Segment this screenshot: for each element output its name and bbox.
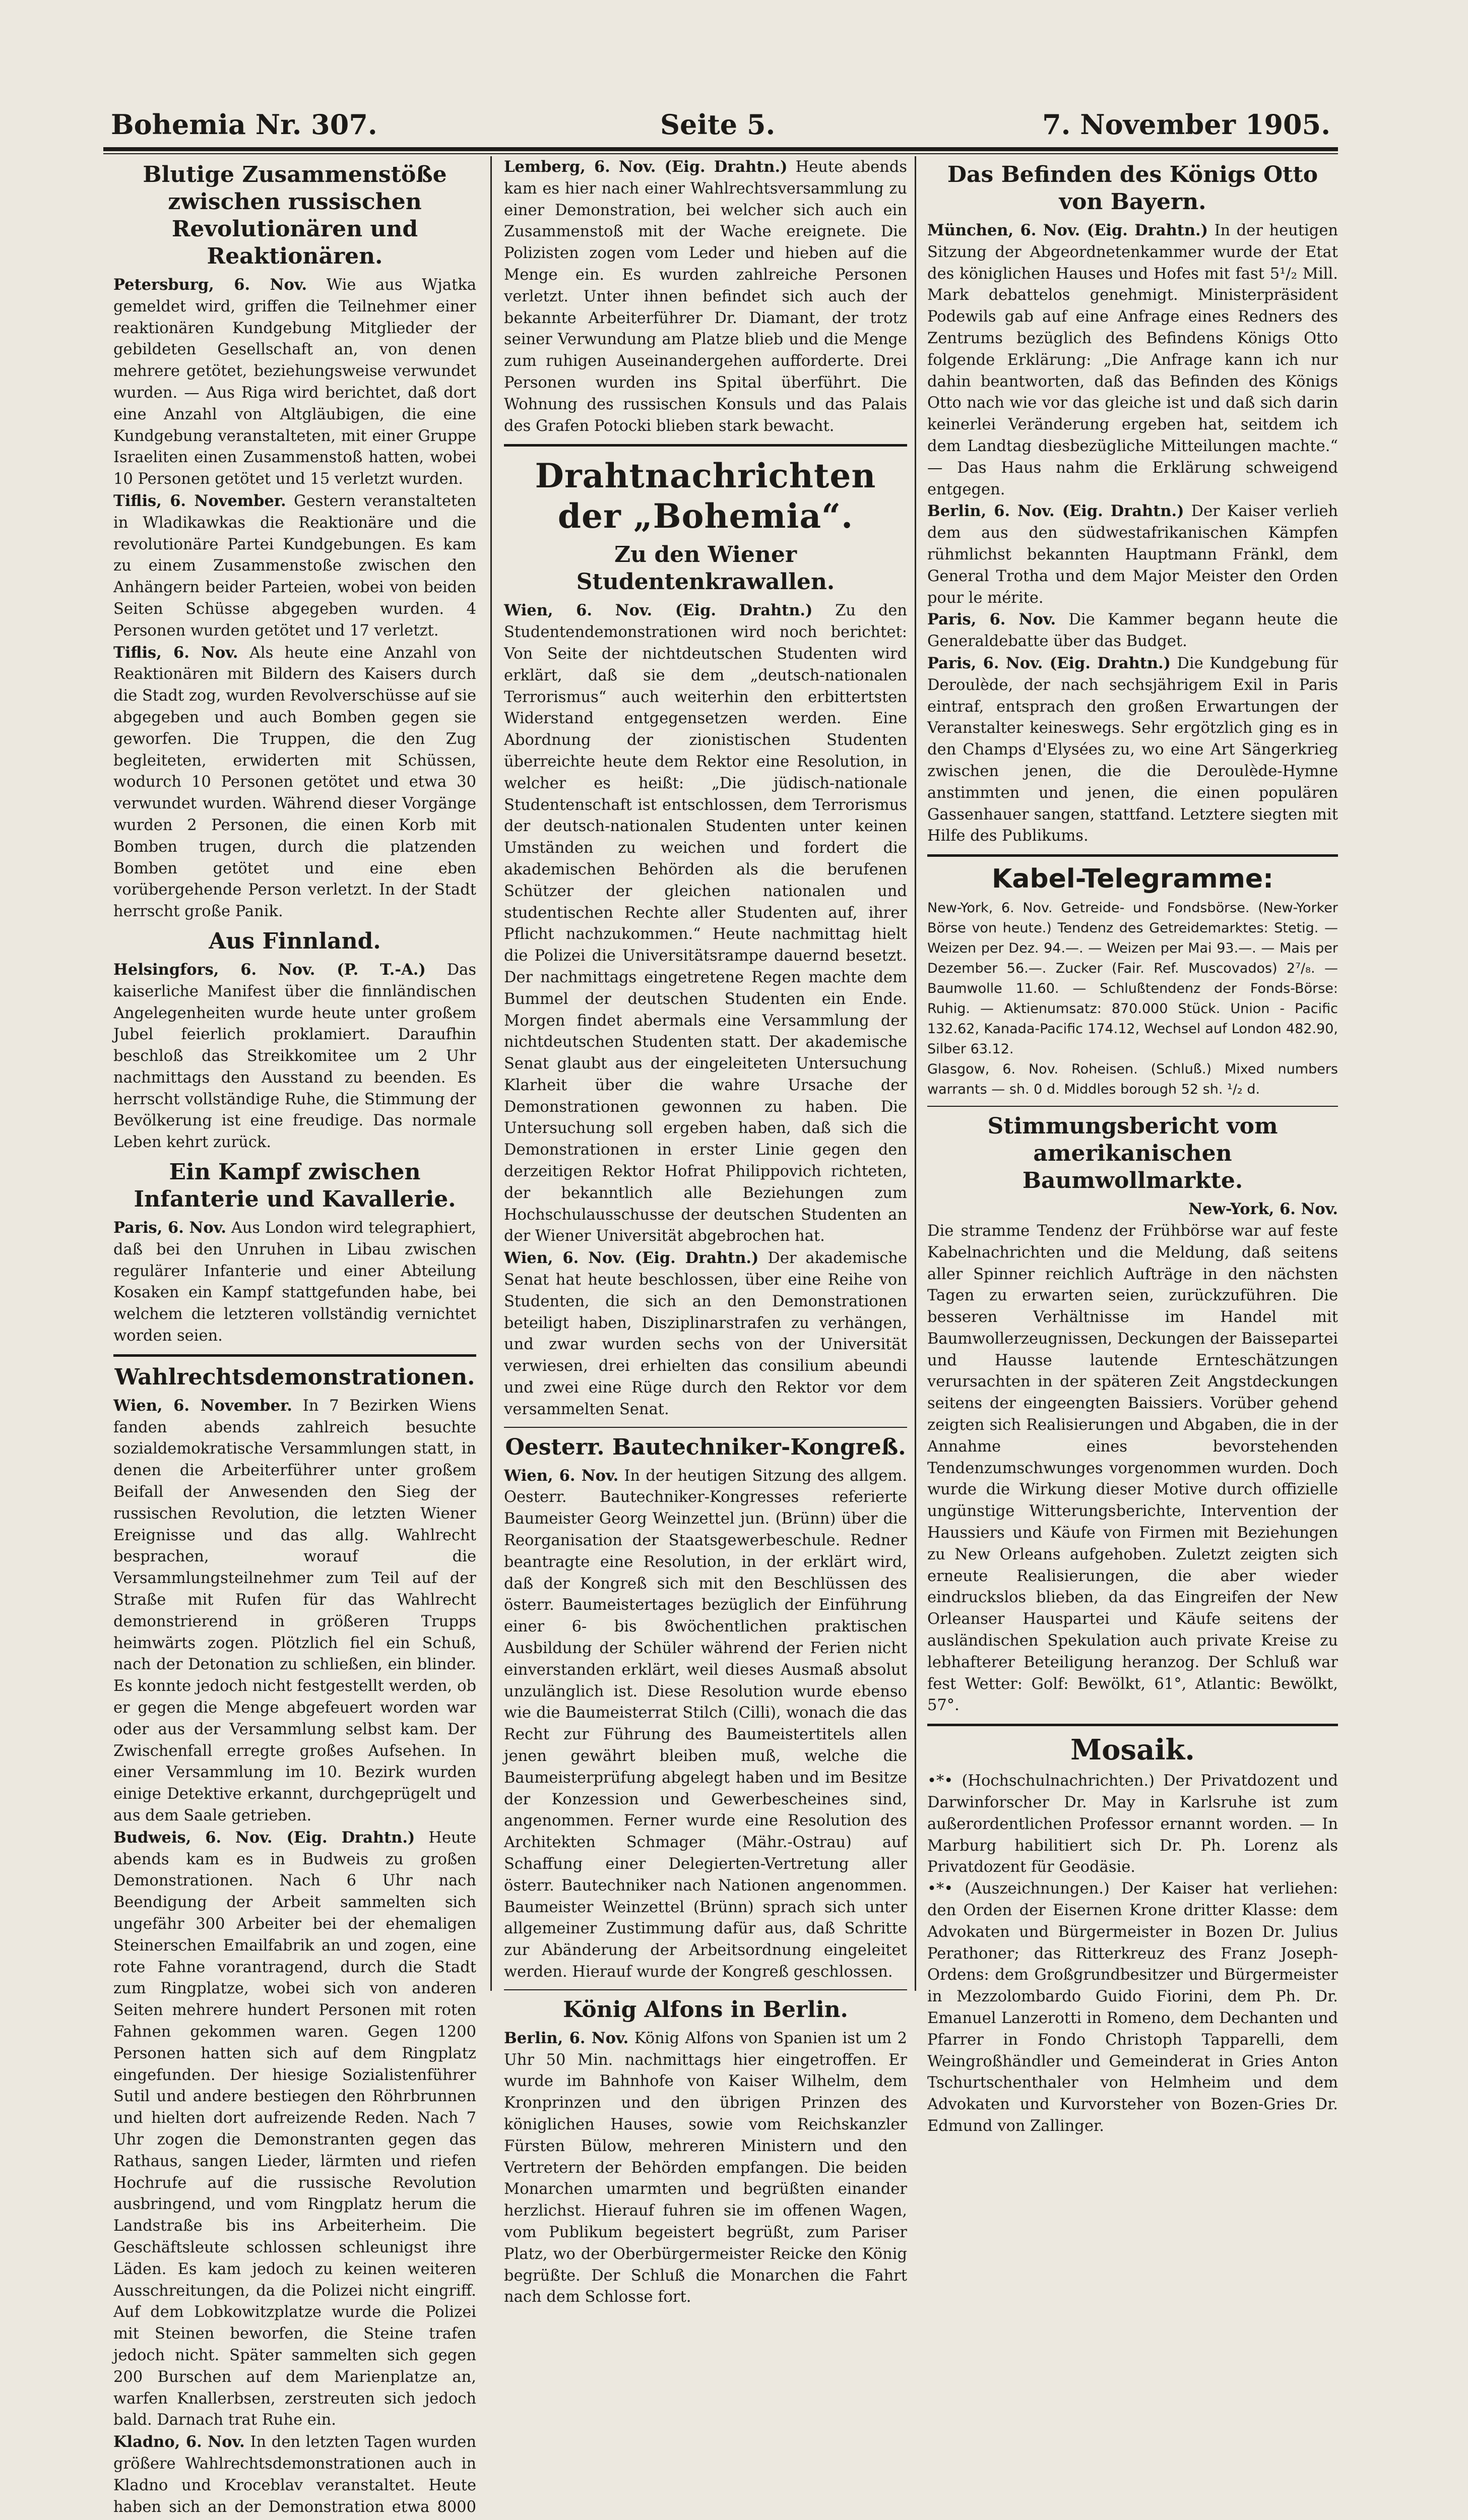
- dateline: Paris, 6. Nov.: [113, 1219, 226, 1237]
- article-headline: Ein Kampf zwischen Infanterie und Kavallerie.: [134, 1159, 456, 1213]
- dateline: Budweis, 6. Nov. (Eig. Drahtn.): [113, 1828, 415, 1847]
- paragraph-text: In 7 Bezirken Wiens fanden abends zahlreich besuchte sozialdemokratische Versammlungen statt, in denen die Arbeiterführer unter großem Beifall der Anwesenden den Sieg der russischen Revolution, die letzten Wiener Ereignisse und das allg. Wahlrecht besprachen, worauf die Versammlungsteilnehmer zum Teil auf der Straße mit Rufen für das Wahlrecht demonstrierend in größeren Trupps heimwärts zogen. Plötzlich fiel ein Schuß, nach der Detonation zu schließen, ein blinder. Es konnte jedoch nicht festgestellt werden, ob er gegen die Menge abgefeuert worden war oder aus der Versammlung selbst kam. Der Zwischenfall erregte großes Aufsehen. In einer Versammlung im 10. Bezirk wurden einige Detektive erkannt, durchgeprügelt und aus dem Saale getrieben.: [113, 1397, 476, 1824]
- header-rule-thin: [103, 153, 1338, 154]
- article-headline: Zu den Wiener Studentenkrawallen.: [576, 542, 835, 595]
- section-divider: [504, 1427, 907, 1428]
- article-headline: Mosaik.: [1070, 1733, 1195, 1767]
- header-date: 7. November 1905.: [1042, 108, 1330, 141]
- article-paragraph: [113, 642, 476, 923]
- dateline: New-York, 6. Nov.: [1188, 1200, 1338, 1219]
- article-paragraph: [504, 1465, 907, 1983]
- dateline: Paris, 6. Nov.: [927, 610, 1056, 629]
- dateline: Petersburg, 6. Nov.: [113, 276, 307, 294]
- article-paragraph: [113, 274, 476, 490]
- column-1: [113, 156, 476, 2516]
- paragraph-text: Die stramme Tendenz der Frühbörse war auf feste Kabelnachrichten und die Meldung, daß seitens aller Spinner reichlich Aufträge in den nächsten Tagen zu erwarten seien, zurückzuführen. Die besseren Verhältnisse im Handel mit Baumwollerzeugnissen, Deckungen der Baissepartei und Hausse lautende Ernteschätzungen verursachten in der späteren Zeit Angstdeckungen seitens der eingeengten Baissiers. Vorüber gehend zeigten sich Realisierungen und Abgaben, die in der Annahme eines bevorstehenden Tendenzumschwunges vorgenommen wurden. Doch wurde die Wirkung dieser Motive durch offizielle ungünstige Witterungsberichte, Intervention der Haussiers und Käufe von Firmen mit Beziehungen zu New Orleans aufgehoben. Zuletzt zeigten sich erneute Realisierungen, die aber wieder eindruckslos blieben, da das Eingreifen der New Orleanser Hauspartei und Käufe seitens der ausländischen Spekulation auch private Kreise zu lebhafterer Beteiligung heranzog. Der Schluß war fest Wetter: Golf: Bewölkt, 61°, Atlantic: Bewölkt, 57°.: [927, 1222, 1338, 1715]
- section-divider: [113, 1354, 476, 1357]
- article-paragraph: [504, 156, 907, 437]
- column-3: [927, 156, 1338, 2135]
- article-headline: Kabel-Telegramme:: [992, 864, 1273, 895]
- paragraph-text: Heute abends kam es in Budweis zu großen Demonstrationen. Nach 6 Uhr nach Beendigung der Arbeit sammelten sich ungefähr 300 Arbeiter bei der ehemaligen Steinerschen Emailfabrik an und zogen, eine rote Fahne vorantragend, durch die Stadt zum Ringplatze, wobei sich von anderen Seiten mehrere hundert Personen mit roten Fahnen gekommen waren. Gegen 1200 Personen hatten sich auf dem Ringplatz eingefunden. Der hiesige Sozialistenführer Sutil und andere bestiegen den Röhrbrunnen und hielten dort aufreizende Reden. Nach 7 Uhr zogen die Demonstranten gegen das Rathaus, sangen Lieder, lärmten und riefen Hochrufe auf die russische Revolution ausbringend, und vom Ringplatz herum die Landstraße bis ins Arbeiterheim. Die Geschäftsleute schlossen schleunigst ihre Läden. Es kam jedoch zu keinen weiteren Ausschreitungen, da die Polizei nicht eingriff. Auf dem Lobkowitzplatze wurde die Polizei mit Steinen beworfen, die Steine trafen jedoch nicht. Später sammelten sich gegen 200 Burschen auf dem Marienplatze an, warfen Knallerbsen, zerstreuten sich jedoch bald. Darnach trat Ruhe ein.: [113, 1829, 476, 2429]
- paragraph-text: Der akademische Senat hat heute beschlossen, über eine Reihe von Studenten, die sich an den Demonstrationen beteiligt haben, Disziplinarstrafen zu verhängen, und zwar wurden sechs von der Universität verwiesen, drei erhielten das consilium abeundi und zwei eine Rüge durch den Rektor vor dem versammelten Senat.: [504, 1249, 907, 1418]
- article-paragraph: [927, 609, 1338, 653]
- dateline: München, 6. Nov. (Eig. Drahtn.): [927, 221, 1208, 239]
- article-paragraph: [927, 220, 1338, 500]
- paragraph-text: Das kaiserliche Manifest über die finnländischen Angelegenheiten wurde heute unter großem Jubel feierlich proklamiert. Daraufhin beschloß das Streikkomitee um 2 Uhr nachmittags den Ausstand zu beenden. Es herrscht vollständige Ruhe, die Stimmung der Bevölkerung ist eine freudige. Das normale Leben kehrt zurück.: [113, 961, 476, 1152]
- dateline: Lemberg, 6. Nov. (Eig. Drahtn.): [504, 158, 788, 176]
- market-report: New-York, 6. Nov. Getreide- und Fondsbörse. (New-Yorker Börse von heute.) Tendenz des Getreidemarktes: Stetig. — Weizen per Dez. 94.—. — Weizen per Mai 93.—. — Mais per Dezember 56.—. Zucker (Fair. Ref. Muscovados) 2⁷/₈. — Baumwolle 11.60. — Schlußtendenz der Fonds-Börse: Ruhig. — Aktienumsatz: 870.000 Stück. Union - Pacific 132.62, Kanada-Pacific 174.12, Wechsel auf London 482.90, Silber 63.12.: [927, 900, 1338, 1057]
- article-headline: Blutige Zusammenstöße zwischen russischen Revolutionären und Reaktionären.: [143, 162, 447, 269]
- dateline: Wien, 6. Nov.: [504, 1466, 619, 1485]
- dateline: Tiflis, 6. Nov.: [113, 643, 238, 662]
- dateline: Wien, 6. Nov. (Eig. Drahtn.): [504, 1249, 759, 1268]
- paragraph-text: In den letzten Tagen wurden größere Wahlrechtsdemonstrationen auch in Kladno und Kroceblav veranstaltet. Heute haben sich an der Demonstration etwa 8000: [113, 2433, 476, 2516]
- section-divider: [927, 1724, 1338, 1726]
- page-header: [111, 108, 1330, 144]
- section-title-drahtnachrichten: Drahtnachrichten der „Bohemia“.: [535, 456, 876, 536]
- article-headline: Stimmungsbericht vom amerikanischen Baumwollmarkte.: [987, 1113, 1278, 1194]
- header-rule: [103, 147, 1338, 151]
- header-issue: Bohemia Nr. 307.: [111, 108, 377, 141]
- paragraph-text: •*• (Auszeichnungen.) Der Kaiser hat verliehen: den Orden der Eisernen Krone dritter Klasse: dem Advokaten und Bürgermeister in Bozen Dr. Julius Perathoner; das Ritterkreuz des Franz Joseph-Ordens: dem Großgrundbesitzer und Bürgermeister in Mezzolombardo Guido Fiorini, dem Ph. Dr. Emanuel Lanzerotti in Romeno, dem Dechanten und Pfarrer in Fondo Christoph Tapparelli, dem Weingroßhändler und Gemeinderat in Gries Anton Tschurtschenthaler von Helmheim und dem Advokaten und Kurvorsteher von Bozen-Gries Dr. Edmund von Zallinger.: [927, 1880, 1338, 2135]
- article-paragraph: [113, 490, 476, 642]
- article-paragraph: [927, 653, 1338, 847]
- section-divider: [927, 1106, 1338, 1107]
- article-headline: König Alfons in Berlin.: [563, 1996, 848, 2023]
- dateline: Helsingfors, 6. Nov. (P. T.-A.): [113, 960, 426, 979]
- article-paragraph: [927, 500, 1338, 609]
- section-divider: [927, 854, 1338, 857]
- paragraph-text: Die Kammer begann heute die Generaldebatte über das Budget.: [927, 611, 1338, 651]
- section-divider: [504, 444, 907, 447]
- dateline: Berlin, 6. Nov. (Eig. Drahtn.): [927, 502, 1184, 521]
- paragraph-text: Aus London wird telegraphiert, daß bei den Unruhen in Libau zwischen regulärer Infanterie und einer Abteilung Kosaken ein Kampf stattgefunden habe, bei welchem die letzteren vollständig vernichtet worden seien.: [113, 1219, 476, 1345]
- article-headline: Das Befinden des Königs Otto von Bayern.: [947, 162, 1318, 215]
- paragraph-text: König Alfons von Spanien ist um 2 Uhr 50 Min. nachmittags hier eingetroffen. Er wurde im Bahnhofe von Kaiser Wilhelm, dem Kronprinzen und den übrigen Prinzen des königlichen Hauses, sowie vom Reichskanzler Fürsten Bülow, mehreren Ministern und den Vertretern der Behörden empfangen. Die beiden Monarchen umarmten und begrüßten einander herzlichst. Hierauf fuhren sie im offenen Wagen, vom Publikum begeistert begrüßt, zum Pariser Platz, wo der Oberbürgermeister Reicke den König begrüßte. Der Schluß die Monarchen die Fahrt nach dem Schlosse fort.: [504, 2029, 907, 2306]
- paragraph-text: Zu den Studentendemonstrationen wird noch berichtet: Von Seite der nichtdeutschen Studenten wird erklärt, daß sie dem „deutsch-nationalen Terrorismus“ auch weiterhin den erbittertsten Widerstand entgegensetzen werden. Eine Abordnung der zionistischen Studenten überreichte heute dem Rektor eine Resolution, in welcher es heißt: „Die jüdisch-nationale Studentenschaft ist entschlossen, dem Terrorismus der deutsch-nationalen Studenten unter keinen Umständen zu weichen und fordert die akademischen Behörden als die berufenen Schützer der gleichen nationalen und studentischen Rechte aller Studenten auf, ihrer Pflicht nachzukommen.“ Heute nachmittag hielt die Polizei die Universitätsrampe dauernd besetzt. Der nachmittags eingetretene Regen machte dem Bummel der deutschen Studenten ein Ende. Morgen findet abermals eine Versammlung der nichtdeutschen Studenten statt. Der akademische Senat glaubt aus der eingeleiteten Untersuchung Klarheit über die wahre Ursache der Demonstrationen gewonnen zu haben. Die Untersuchung soll ergeben haben, daß sich die Demonstrationen in erster Linie gegen den derzeitigen Rektor Hofrat Philippovich richteten, der bekanntlich alle Beziehungen zum Hochschulausschusse der deutschen Studenten an der Wiener Universität abgebrochen hat.: [504, 602, 908, 1245]
- dateline: Tiflis, 6. November.: [113, 491, 286, 510]
- dateline: Berlin, 6. Nov.: [504, 2029, 629, 2047]
- article-paragraph: [504, 1247, 907, 1420]
- article-headline: Aus Finnland.: [209, 928, 381, 954]
- article-paragraph: [504, 2028, 907, 2308]
- paragraph-text: Der Kaiser verlieh dem aus den südwestafrikanischen Kämpfen rühmlichst bekannten Hauptmann Fränkl, dem General Trotha und dem Major Meister den Orden pour le mérite.: [927, 502, 1338, 607]
- article-paragraph: [113, 1395, 476, 1827]
- paragraph-text: Wie aus Wjatka gemeldet wird, griffen die Teilnehmer einer reaktionären Kundgebung Mitglieder der gebildeten Gesellschaft an, von denen mehrere getötet, beziehungsweise verwundet wurden. — Aus Riga wird berichtet, daß dort eine Anzahl von Altgläubigen, die eine Kundgebung veranstalteten, mit einer Gruppe Israeliten einen Zusammenstoß hatten, wobei 10 Personen getötet und 15 verletzt wurden.: [113, 276, 476, 488]
- header-page-number: Seite 5.: [660, 108, 776, 141]
- paragraph-text: In der heutigen Sitzung des allgem. Oesterr. Bautechniker-Kongresses referierte Baumeister Georg Weinzettel jun. (Brünn) über die Reorganisation der Staatsgewerbeschule. Redner beantragte eine Resolution, in der erklärt wird, daß der Kongreß sich mit den Beschlüssen des österr. Baumeistertages bezüglich der Einführung einer 6- bis 8wöchentlichen praktischen Ausbildung der Schüler während der Ferien nicht einverstanden erklärt, weil dieses Ausmaß absolut unzulänglich ist. Diese Resolution wurde ebenso wie die Baumeisterrat Stilch (Cilli), wonach die das Recht zur Führung des Baumeistertitels allen jenen gewährt bleiben muß, welche die Baumeisterprüfung abgelegt haben und im Besitze der Konzession und Gewerbescheines sind, angenommen. Ferner wurde eine Resolution des Architekten Schmager (Mähr.-Ostrau) auf Schaffung einer Delegierten-Vertretung aller österr. Bautechniker nach Nationen angenommen. Baumeister Weinzettel (Brünn) sprach sich unter allgemeiner Zustimmung dafür aus, daß Schritte zur Abänderung der Arbeitsordnung eingeleitet werden. Hierauf wurde der Kongreß geschlossen.: [504, 1467, 907, 1981]
- article-paragraph: [504, 600, 907, 1247]
- paragraph-text: Als heute eine Anzahl von Reaktionären mit Bildern des Kaisers durch die Stadt zog, wurden Revolverschüsse auf sie abgegeben und auch Bomben gegen sie geworfen. Die Truppen, die den Zug begleiteten, erwiderten mit Schüssen, wodurch 10 Personen getötet und etwa 30 verwundet wurden. Während dieser Vorgänge wurden 2 Personen, die einen Korb mit Bomben trugen, durch die platzenden Bomben getötet und eine eben vorübergehende Person verletzt. In der Stadt herrscht große Panik.: [113, 644, 476, 921]
- article-headline: Wahlrechtsdemonstrationen.: [114, 1364, 475, 1390]
- column-rule-1: [490, 156, 492, 1991]
- paragraph-text: •*• (Hochschulnachrichten.) Der Privatdozent und Darwinforscher Dr. May in Karlsruhe ist zum außerordentlichen Professor ernannt worden. — In Marburg habilitiert sich Dr. Ph. Lorenz als Privatdozent für Geodäsie.: [927, 1772, 1338, 1876]
- article-paragraph: [113, 959, 476, 1154]
- market-report: Glasgow, 6. Nov. Roheisen. (Schluß.) Mixed numbers warrants — sh. 0 d. Middles borough 52 sh. ¹/₂ d.: [927, 1061, 1338, 1098]
- article-paragraph: [113, 1217, 476, 1347]
- column-2: [504, 156, 908, 2306]
- dateline: Wien, 6. November.: [113, 1396, 292, 1415]
- article-paragraph: [113, 1827, 476, 2431]
- column-rule-2: [915, 156, 916, 1991]
- dateline: Wien, 6. Nov. (Eig. Drahtn.): [504, 601, 813, 620]
- article-paragraph: [113, 2431, 476, 2520]
- paragraph-text: Heute abends kam es hier nach einer Wahlrechtsversammlung zu einer Demonstration, bei welcher sich auch ein Zusammenstoß mit der Wache ereignete. Die Polizisten zogen vom Leder und hieben auf die Menge ein. Es wurden zahlreiche Personen verletzt. Unter ihnen befindet sich auch der bekannte Arbeiterführer Dr. Diamant, der trotz seiner Verwundung am Platze blieb und die Menge zum ruhigen Auseinandergehen aufforderte. Drei Personen wurden ins Spital überführt. Die Wohnung des russischen Konsuls und das Palais des Grafen Potocki blieben stark bewacht.: [504, 158, 907, 435]
- dateline: Paris, 6. Nov. (Eig. Drahtn.): [927, 654, 1171, 672]
- paragraph-text: Die Kundgebung für Deroulède, der nach sechsjährigem Exil in Paris eintraf, entsprach den großen Erwartungen der Veranstalter keineswegs. Sehr ergötzlich ging es in den Champs d'Elysées zu, wo eine Art Sängerkrieg zwischen jenen, die die Deroulède-Hymne anstimmten und jenen, die einen populären Gassenhauer sangen, stattfand. Letztere siegten mit Hilfe des Publikums.: [927, 654, 1338, 845]
- article-headline: Oesterr. Bautechniker-Kongreß.: [505, 1434, 906, 1460]
- dateline: Kladno, 6. Nov.: [113, 2433, 245, 2451]
- section-divider: [504, 1989, 907, 1990]
- paragraph-text: Gestern veranstalteten in Wladikawkas die Reaktionäre und die revolutionäre Partei Kundgebungen. Es kam zu einem Zusammenstoße zwischen den Anhängern beider Parteien, wobei von beiden Seiten Schüsse abgegeben wurden. 4 Personen wurden getötet und 17 verletzt.: [113, 492, 476, 640]
- paragraph-text: In der heutigen Sitzung der Abgeordnetenkammer wurde der Etat des königlichen Hauses und Hofes mit fast 5¹/₂ Mill. Mark debattelos genehmigt. Ministerpräsident Podewils gab auf eine Anfrage eines Redners des Zentrums bezüglich des Befindens Königs Otto folgende Erklärung: „Die Anfrage kann ich nur dahin beantworten, daß das Befinden des Königs Otto nach wie vor das gleiche ist und daß sich darin keinerlei Veränderung ergeben hat, seitdem ich dem Landtag diesbezügliche Mitteilungen machte.“ — Das Haus nahm die Erklärung schweigend entgegen.: [927, 222, 1338, 498]
